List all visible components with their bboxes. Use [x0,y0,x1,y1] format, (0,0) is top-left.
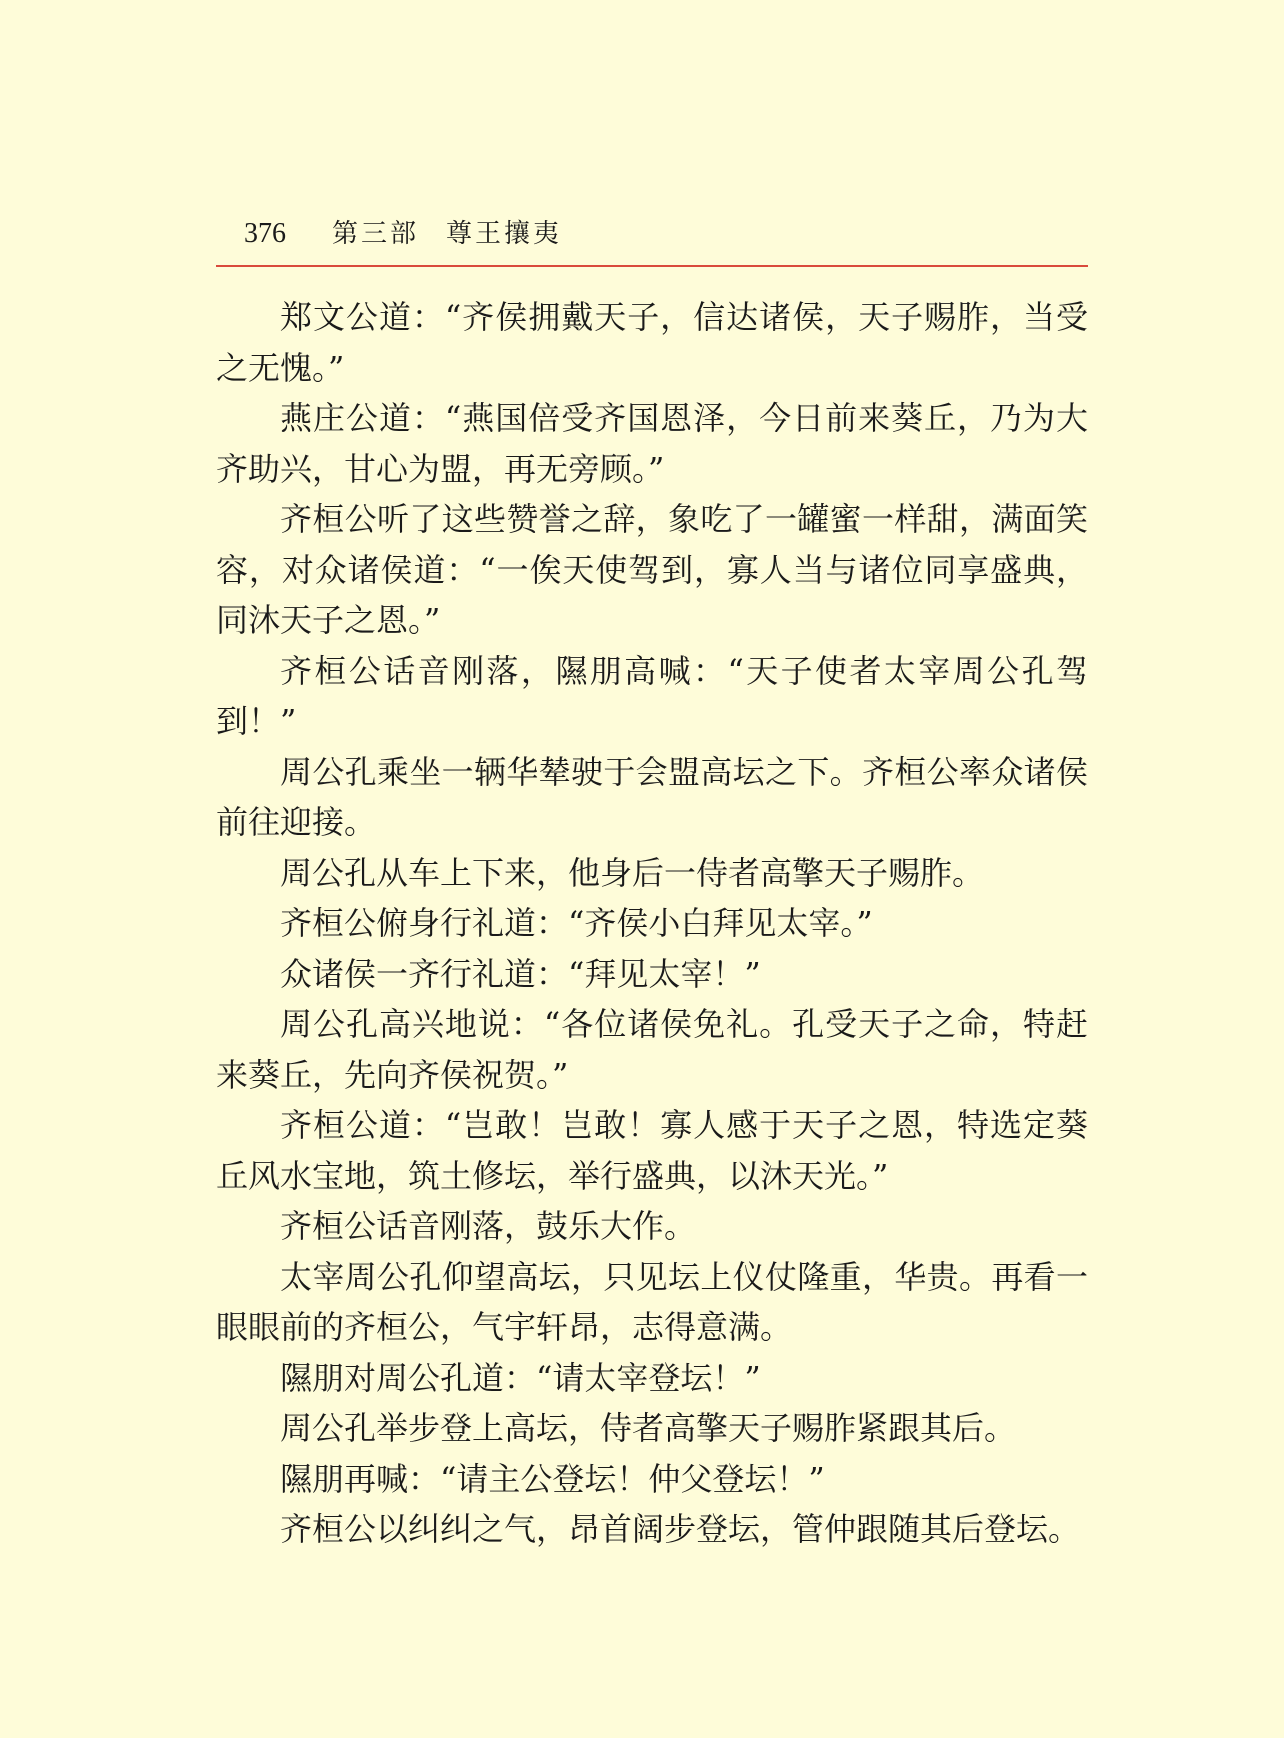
paragraph: 齐桓公听了这些赞誉之辞，象吃了一罐蜜一样甜，满面笑容，对众诸侯道：“一俟天使驾到，寡人当与诸位同享盛典，同沐天子之恩。” [216,500,1088,639]
paragraph: 齐桓公话音刚落，鼓乐大作。 [280,1207,697,1245]
part-label: 第三部 [332,219,420,249]
paragraph: 燕庄公道：“燕国倍受齐国恩泽，今日前来葵丘，乃为大齐助兴，甘心为盟，再无旁顾。” [216,399,1088,488]
running-head [216,214,1088,254]
paragraph: 周公孔举步登上高坛，侍者高擎天子赐胙紧跟其后。 [280,1409,1017,1447]
paragraph: 齐桓公道：“岂敢！岂敢！寡人感于天子之恩，特选定葵丘风水宝地，筑土修坛，举行盛典，以沐天光。” [216,1106,1088,1195]
body-text [216,292,1088,1555]
paragraph: 齐桓公话音刚落，隰朋高喊：“天子使者太宰周公孔驾到！” [216,651,1088,740]
paragraph: 郑文公道：“齐侯拥戴天子，信达诸侯，天子赐胙，当受之无愧。” [216,298,1088,387]
page-number: 376 [244,218,286,249]
paragraph: 隰朋再喊：“请主公登坛！仲父登坛！” [280,1459,825,1498]
paragraph: 齐桓公以纠纠之气，昂首阔步登坛，管仲跟随其后登坛。 [280,1510,1081,1548]
paragraph: 太宰周公孔仰望高坛，只见坛上仪仗隆重，华贵。再看一眼眼前的齐桓公，气宇轩昂，志得意满。 [216,1257,1088,1346]
paragraph: 周公孔高兴地说：“各位诸侯免礼。孔受天子之命，特赶来葵丘，先向齐侯祝贺。” [216,1005,1088,1094]
header-rule [216,265,1088,267]
paragraph: 隰朋对周公孔道：“请太宰登坛！” [280,1358,761,1397]
chapter-title: 尊王攘夷 [446,219,563,249]
paragraph: 周公孔乘坐一辆华辇驶于会盟高坛之下。齐桓公率众诸侯前往迎接。 [216,752,1088,841]
paragraph: 众诸侯一齐行礼道：“拜见太宰！” [280,954,761,993]
paragraph: 齐桓公俯身行礼道：“齐侯小白拜见太宰。” [280,904,873,942]
paragraph: 周公孔从车上下来，他身后一侍者高擎天子赐胙。 [280,853,985,892]
